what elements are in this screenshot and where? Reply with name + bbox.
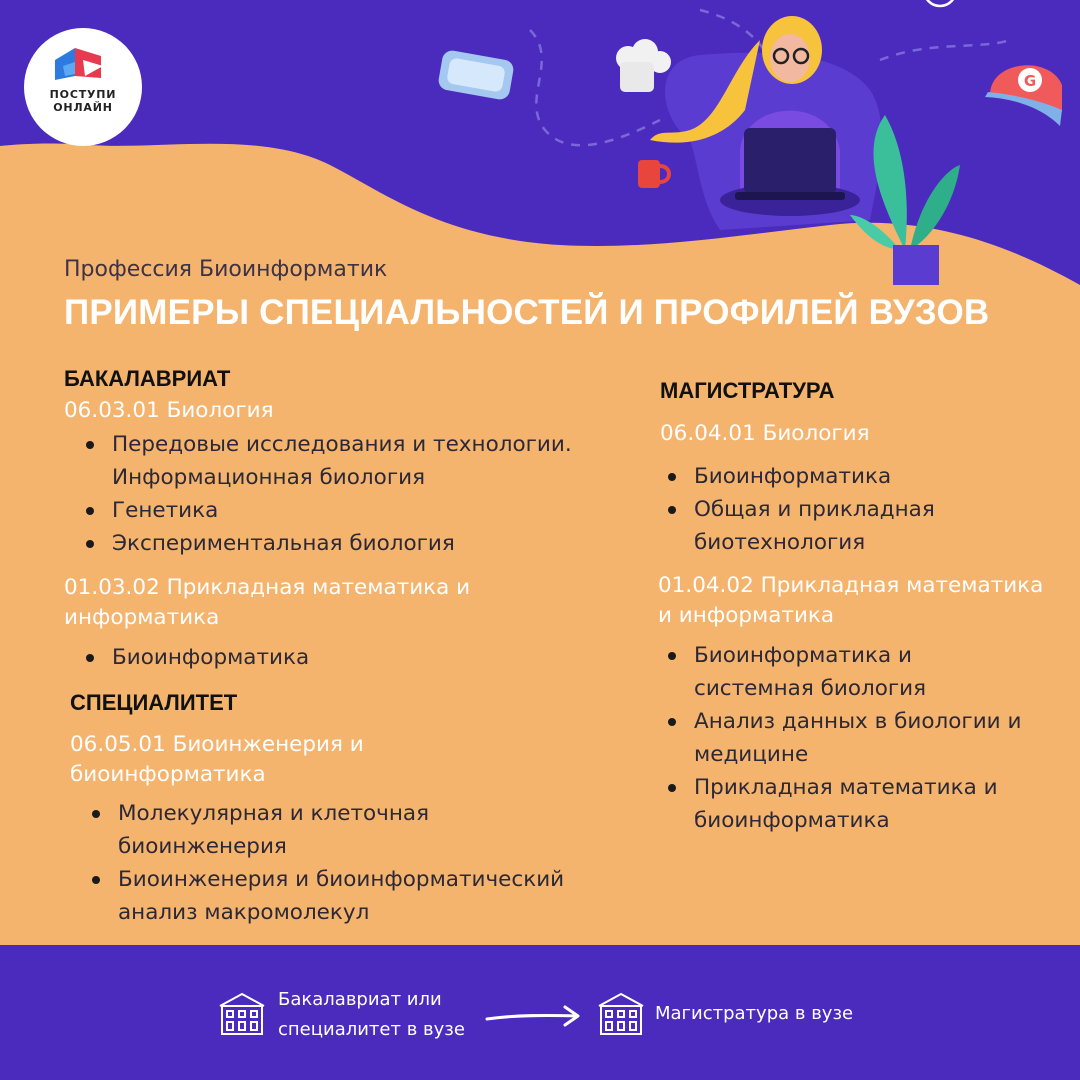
bullet-list: [70, 797, 650, 929]
footer: [0, 945, 1080, 1080]
footer-step2-text: Магистратура в вузе: [655, 1003, 854, 1024]
program-code: 01.04.02 Прикладная математика и информатика: [658, 573, 1044, 628]
list-item: Экспериментальная биология: [64, 527, 664, 560]
bullet-list: [646, 460, 1066, 559]
logo-text-line2: ОНЛАЙН: [53, 101, 113, 114]
footer-step1-line2: специалитет в вузе: [278, 1019, 465, 1040]
bullet-list: [646, 639, 1076, 837]
master-heading: МАГИСТРАТУРА: [660, 378, 835, 403]
specialist-heading: СПЕЦИАЛИТЕТ: [70, 690, 238, 715]
list-item: Молекулярная и клеточная биоинженерия: [70, 797, 498, 863]
svg-text:G: G: [1023, 72, 1037, 90]
hero-illustration: [0, 0, 1080, 300]
program-code: 06.03.01 Биология: [64, 398, 274, 423]
bullet-list: [64, 641, 624, 674]
university-building-icon: [216, 990, 268, 1038]
logo-icon: [53, 46, 113, 82]
logo-text-line1: ПОСТУПИ: [49, 88, 117, 101]
arrow-right-icon: [485, 1003, 585, 1029]
list-item: Общая и прикладная биотехнология: [646, 493, 994, 559]
list-item: Генетика: [64, 494, 664, 527]
list-item: Передовые исследования и технологии. Информационная биология: [64, 428, 664, 494]
program-code: 06.05.01 Биоинженерия и биоинформатика: [70, 732, 364, 787]
list-item: Биоинформатика и системная биология: [646, 639, 974, 705]
footer-step1-line1: Бакалавриат или: [278, 989, 442, 1010]
list-item: Анализ данных в биологии и медицине: [646, 705, 1076, 771]
list-item: Биоинженерия и биоинформатический анализ макромолекул: [70, 863, 650, 929]
list-item: Прикладная математика и биоинформатика: [646, 771, 1076, 837]
bullet-list: [64, 428, 664, 560]
program-code: 06.04.01 Биология: [660, 421, 870, 446]
bachelor-heading: БАКАЛАВРИАТ: [64, 366, 231, 391]
page-subtitle: Профессия Биоинформатик: [64, 257, 388, 282]
page-title: ПРИМЕРЫ СПЕЦИАЛЬНОСТЕЙ И ПРОФИЛЕЙ ВУЗОВ: [64, 293, 990, 332]
list-item: Биоинформатика: [64, 641, 624, 674]
list-item: Биоинформатика: [646, 460, 1066, 493]
program-code: 01.03.02 Прикладная математика и информатика: [64, 575, 471, 630]
university-building-icon: [595, 990, 647, 1038]
laptop-icon: [735, 128, 845, 200]
footer-step1-text: [278, 985, 465, 1045]
logo[interactable]: [24, 28, 142, 146]
